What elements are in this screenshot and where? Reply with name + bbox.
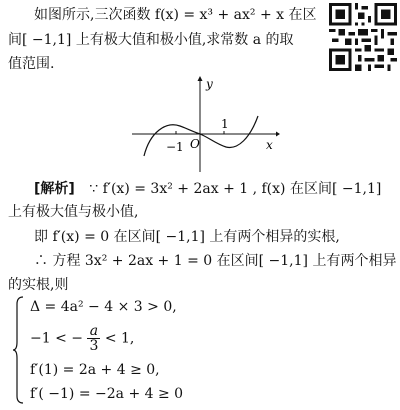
function-graph — [130, 74, 280, 174]
y-axis-arrow — [198, 76, 203, 81]
origin-label: O — [190, 137, 200, 151]
system-brace — [12, 296, 24, 404]
solution-line-3: 即 f′(x) = 0 在区间[ −1,1] 上有两个相异的实根, — [34, 229, 340, 245]
inequality-f-at-neg-1: f′( −1) = −2a + 4 ≥ 0 — [30, 386, 184, 402]
inequality-axis — [30, 324, 134, 353]
x-axis-arrow — [276, 132, 280, 137]
inequality-f-at-1: f′(1) = 2a + 4 ≥ 0, — [30, 362, 160, 378]
solution-line-4: ∴ 方程 3x² + 2ax + 1 = 0 在区间[ −1,1] 上有两个相异 — [34, 253, 397, 269]
solution-line-2: 上有极大值与极小值, — [8, 204, 139, 220]
problem-line-2: 间[ −1,1] 上有极大值和极小值,求常数 a 的取 — [8, 32, 294, 48]
x-axis-label: x — [266, 138, 273, 152]
tick-pos-label: 1 — [221, 117, 229, 131]
cubic-curve — [144, 116, 258, 156]
qr-code-icon — [329, 3, 397, 71]
problem-line-3: 值范围. — [8, 56, 55, 72]
inequality-axis-right: < 1, — [104, 330, 135, 347]
fraction-denominator: 3 — [89, 338, 99, 354]
fraction-a-over-3 — [87, 324, 100, 353]
problem-line-1: 如图所示,三次函数 f(x) = x³ + ax² + x 在区 — [34, 7, 317, 23]
solution-line-5: 的实根,则 — [8, 277, 69, 293]
solution-line-1-text: ∵ f′(x) = 3x² + 2ax + 1 , f(x) 在区间[ −1,1] — [89, 181, 382, 197]
y-axis-label: y — [206, 77, 213, 91]
tick-neg-label: −1 — [166, 140, 184, 154]
inequality-axis-left: −1 < − — [30, 330, 83, 347]
inequality-discriminant: Δ = 4a² − 4 × 3 > 0, — [30, 299, 177, 315]
solution-line-1 — [34, 180, 381, 198]
solution-tag: [解析] — [34, 181, 75, 197]
fraction-numerator: a — [87, 324, 100, 339]
